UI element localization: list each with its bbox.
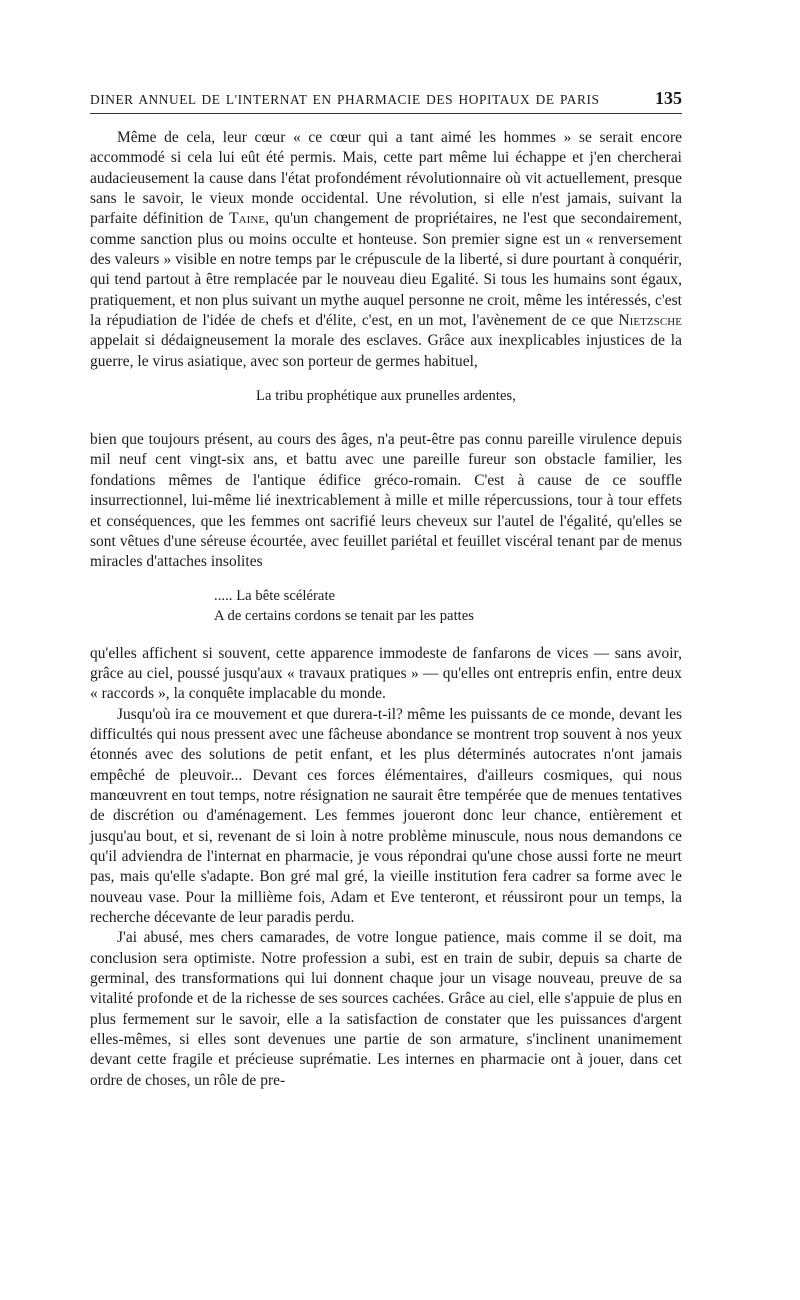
body-text <box>90 128 682 1091</box>
header-rule <box>90 113 682 114</box>
paragraph-5: J'ai abusé, mes chers camarades, de votre longue patience, mais comme il se doit, ma conclusion sera optimiste. Notre profession a subi, est en train de subir, depuis sa charte de germinal, des transformations qui lui donnent chaque jour un visage nouveau, preuve de sa vitalité profonde et de la richesse de ses sources cachées. Grâce au ciel, elle s'appuie de plus en plus fermement sur le savoir, elle a la satisfaction de constater que les puissances d'argent elles-mêmes, si elles sont devenues une partie de son armature, s'inclinent unanimement devant cette fragile et précieuse suprématie. Les internes en pharmacie ont à jouer, dans cet ordre de choses, un rôle de pre- <box>90 929 682 1089</box>
page-header <box>90 88 682 109</box>
paragraph-1-text-b: , qu'un changement de propriétaires, ne l'est que secondairement, comme sanction plus ou moins occulte et honteuse. Son premier signe est un « renversement des valeurs » visible en notre temps par le crépuscule de la liberté, si dure pourtant à conquérir, qui tend partout à être remplacée par le nouveau dieu Egalité. Si tous les humains sont égaux, pratiquement, et non plus suivant un mythe auquel personne ne croit, même les intéressés, c'est la répudiation de l'idée de chefs et d'élite, c'est, en un mot, l'avènement de ce que <box>90 210 682 330</box>
verse-quote-2 <box>90 586 682 626</box>
verse-quote-2-line-1: ..... La bête scélérate <box>214 587 336 604</box>
verse-quote-1: La tribu prophétique aux prunelles ardentes, <box>256 388 516 405</box>
name-taine: Taine <box>229 210 266 228</box>
paragraph-1 <box>90 128 682 372</box>
paragraph-3: qu'elles affichent si souvent, cette apparence immodeste de fanfarons de vices — sans avoir, grâce au ciel, poussé jusqu'aux « travaux pratiques » — qu'elles ont entrepris enfin, entre deux « raccords », la conquête implacable du monde. <box>90 644 682 703</box>
paragraph-2: bien que toujours présent, au cours des âges, n'a peut-être pas connu pareille virulence depuis mil neuf cent vingt-six ans, et battu avec une pareille fureur son obstacle familier, les fondations mêmes de l'antique édifice gréco-romain. C'est à cause de ce souffle insurrectionnel, lui-même lié inextricablement à mille et mille répercussions, tour à tour effets et conséquences, que les femmes ont sacrifié leurs cheveux sur l'autel de l'égalité, qu'elles se sont vêtues d'une séreuse écourtée, avec feuillet pariétal et feuillet viscéral tenant par de menus miracles d'attaches insolites <box>90 431 682 571</box>
paragraph-1-text-c: appelait si dédaigneusement la morale des esclaves. Grâce aux inexplicables injustices de la guerre, le virus asiatique, avec son porteur de germes habituel, <box>90 332 682 370</box>
name-nietzsche: Nietzsche <box>618 312 682 330</box>
paragraph-1-text-a: Même de cela, leur cœur « ce cœur qui a tant aimé les hommes » se serait encore accommodé si cela lui eût été permis. Mais, cette part même lui échappe et j'en chercherai audacieusement la cause dans l'état profondément révolutionnaire où vit actuellement, presque sans le savoir, le vieux monde occidental. Une révolution, si elle n'est jamais, suivant la parfaite définition de <box>90 129 682 228</box>
page-number: 135 <box>655 88 682 108</box>
verse-quote-2-line-2: A de certains cordons se tenait par les pattes <box>214 607 475 624</box>
paragraph-4: Jusqu'où ira ce mouvement et que durera-t-il? même les puissants de ce monde, devant les difficultés qui nous pressent avec une fâcheuse abondance se montrent trop souvent à nos yeux étonnés avec des solutions de petit enfant, et les plus déterminés autocrates n'ont jamais empêché de pleuvoir... Devant ces forces élémentaires, d'ailleurs cosmiques, qui nous manœuvrent en tout temps, notre résignation ne saurait être tempérée que de menues tentatives de discrétion ou d'aménagement. Les femmes joueront donc leur chance, entièrement et jusqu'au bout, et si, revenant de si loin à notre problème minuscule, nous nous demandons ce qu'il adviendra de l'internat en pharmacie, je vous répondrai qu'une chose aussi forte ne meurt pas, mais qu'elle s'adapte. Bon gré mal gré, la vieille institution fera cadrer sa forme avec le nouveau vase. Pour la millième fois, Adam et Eve tenteront, et réussiront pour un temps, la recherche décevante de leur paradis perdu. <box>90 705 682 926</box>
running-title: DINER ANNUEL DE L'INTERNAT EN PHARMACIE DES HOPITAUX DE PARIS <box>90 92 600 107</box>
